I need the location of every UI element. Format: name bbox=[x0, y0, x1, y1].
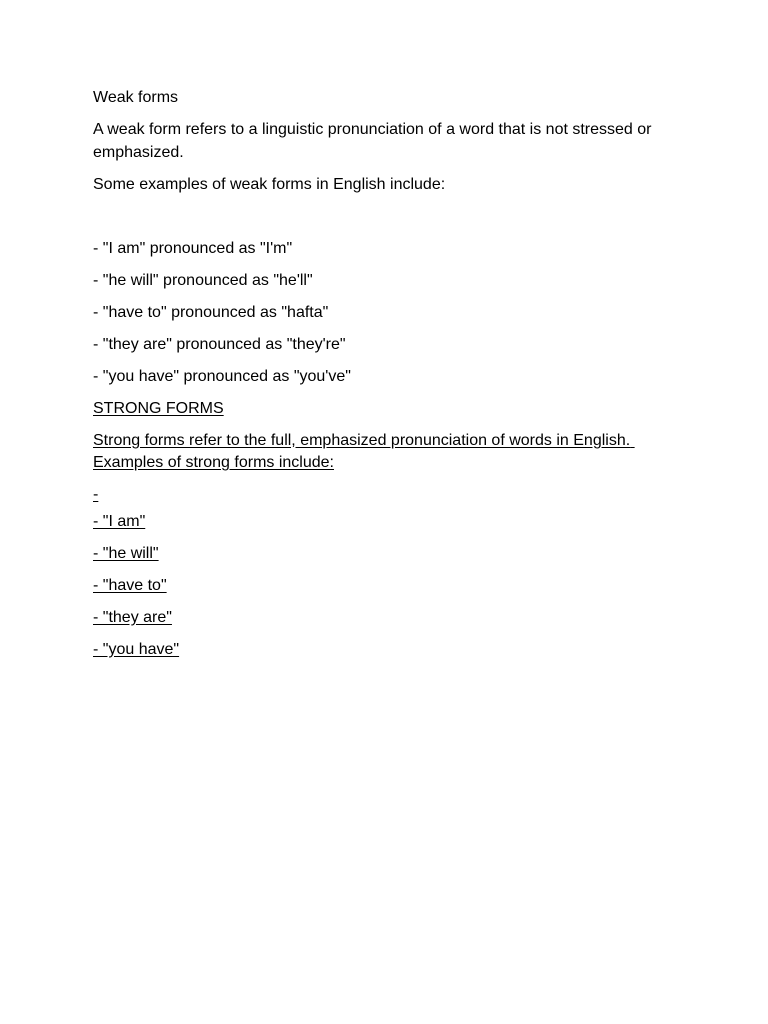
weak-example-item: - "you have" pronounced as "you've" bbox=[93, 367, 351, 385]
weak-forms-intro: Some examples of weak forms in English include: bbox=[93, 175, 446, 193]
strong-forms-definition: Strong forms refer to the full, emphasized pronunciation of words in English. Examples of strong forms include: bbox=[93, 431, 635, 471]
document-body bbox=[93, 87, 673, 671]
strong-forms-heading: STRONG FORMS bbox=[93, 399, 224, 417]
strong-example-item: - "have to" bbox=[93, 576, 167, 594]
weak-example-item: - "they are" pronounced as "they're" bbox=[93, 335, 346, 353]
strong-example-item: - "you have" bbox=[93, 640, 180, 658]
strong-example-item: - "they are" bbox=[93, 608, 172, 626]
blank-line bbox=[93, 206, 673, 229]
strong-example-item: - "I am" bbox=[93, 512, 146, 530]
weak-forms-heading: Weak forms bbox=[93, 89, 179, 106]
strong-dash-line: - bbox=[93, 486, 99, 503]
strong-example-item: - "he will" bbox=[93, 544, 159, 562]
weak-forms-definition: A weak form refers to a linguistic pronunciation of a word that is not stressed or emphasized. bbox=[93, 121, 656, 161]
weak-example-item: - "I am" pronounced as "I'm" bbox=[93, 239, 293, 257]
weak-example-item: - "he will" pronounced as "he'll" bbox=[93, 271, 313, 289]
weak-example-item: - "have to" pronounced as "hafta" bbox=[93, 303, 329, 321]
